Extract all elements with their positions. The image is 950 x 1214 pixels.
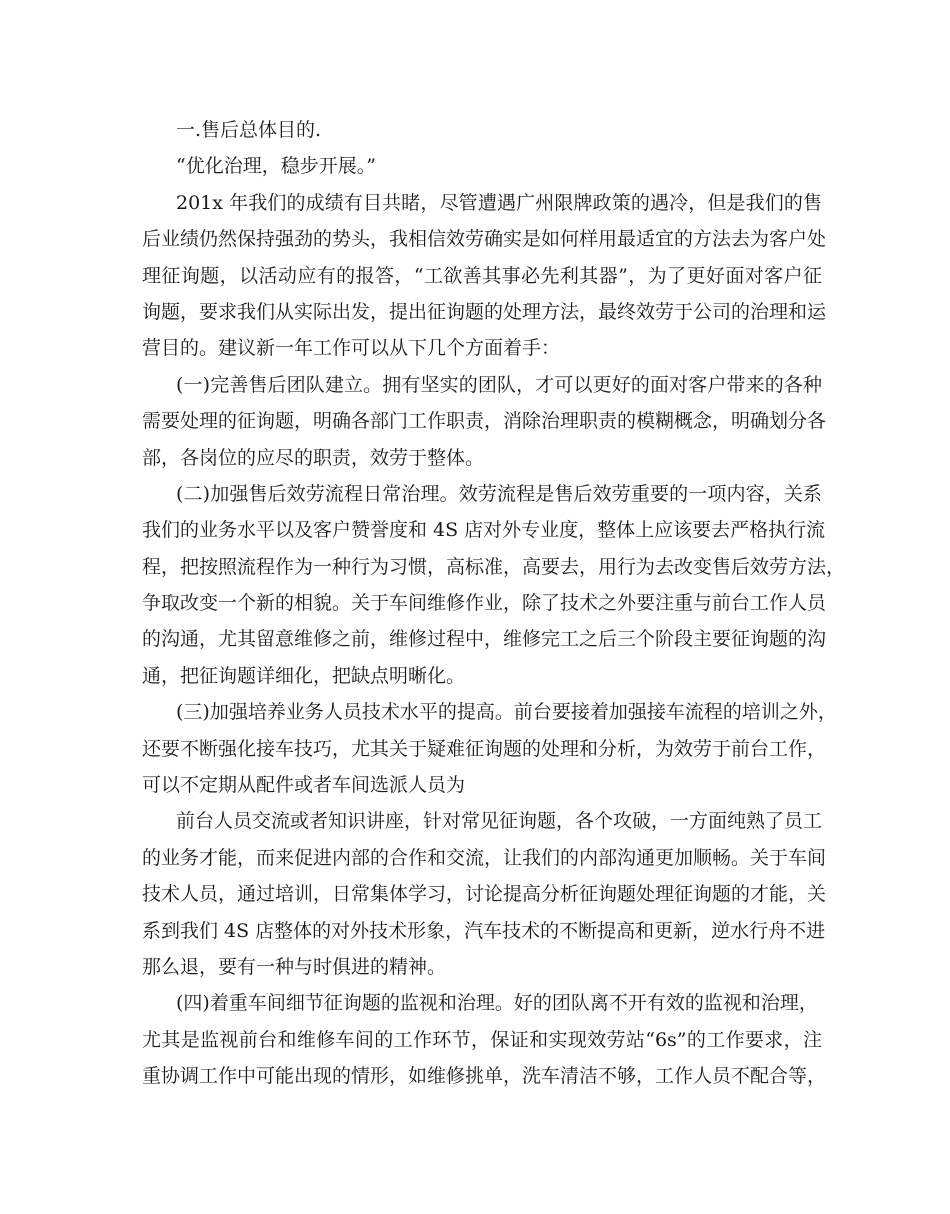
paragraph-line: 系到我们 4S 店整体的对外技术形象，汽车技术的不断提高和更新，逆水行舟不进 <box>142 919 826 942</box>
paragraph-line: 重协调工作中可能出现的情形，如维修挑单，洗车清洁不够，工作人员不配合等， <box>142 1065 827 1088</box>
paragraph-line: 争取改变一个新的相貌。关于车间维修作业，除了技术之外要注重与前台工作人员 <box>142 592 827 615</box>
paragraph-line: 还要不断强化接车技巧，尤其关于疑难征询题的处理和分析，为效劳于前台工作， <box>142 737 827 760</box>
paragraph-line: 我们的业务水平以及客户赞誉度和 4S 店对外专业度，整体上应该要去严格执行流 <box>142 519 826 542</box>
paragraph-line: 部，各岗位的应尽的职责，效劳于整体。 <box>142 446 485 469</box>
paragraph-line: 尤其是监视前台和维修车间的工作环节，保证和实现效劳站“6s”的工作要求，注 <box>142 1028 822 1051</box>
document-body <box>142 112 846 1095</box>
section-heading: 一.售后总体目的. <box>176 119 322 141</box>
slogan-line: “优化治理，稳步开展。” <box>176 155 376 178</box>
paragraph-line: 的业务才能，而来促进内部的合作和交流，让我们的内部沟通更加顺畅。关于车间 <box>142 846 827 869</box>
paragraph-line: 可以不定期从配件或者车间选派人员为 <box>142 774 466 797</box>
paragraph-line: 201x 年我们的成绩有目共睹，尽管遭遇广州限牌政策的遇冷，但是我们的售 <box>176 191 822 214</box>
paragraph-line: 理征询题，以活动应有的报答，“工欲善其事必先利其器”，为了更好面对客户征 <box>142 264 822 287</box>
paragraph-line: 技术人员，通过培训，日常集体学习，讨论提高分析征询题处理征询题的才能，关 <box>142 883 827 906</box>
paragraph-line: 前台人员交流或者知识讲座，针对常见征询题，各个攻破，一方面纯熟了员工 <box>176 810 823 833</box>
paragraph-line: 后业绩仍然保持强劲的势头，我相信效劳确实是如何样用最适宜的方法去为客户处 <box>142 228 827 251</box>
paragraph-line: 的沟通，尤其留意维修之前，维修过程中，维修完工之后三个阶段主要征询题的沟 <box>142 628 827 651</box>
paragraph-line: 营目的。建议新一年工作可以从下几个方面着手： <box>142 337 561 360</box>
paragraph-line: (四)着重车间细节征询题的监视和治理。好的团队离不开有效的监视和治理， <box>176 992 818 1015</box>
paragraph-line: 需要处理的征询题，明确各部门工作职责，消除治理职责的模糊概念，明确划分各 <box>142 410 827 433</box>
paragraph-line: 通，把征询题详细化，把缺点明晰化。 <box>142 664 466 687</box>
paragraph-line: 程，把按照流程作为一种行为习惯，高标准，高要去，用行为去改变售后效劳方法， <box>142 555 846 578</box>
paragraph-line: (三)加强培养业务人员技术水平的提高。前台要接着加强接车流程的培训之外， <box>176 701 837 724</box>
paragraph-line: (一)完善售后团队建立。拥有坚实的团队，才可以更好的面对客户带来的各种 <box>176 373 822 396</box>
paragraph-line: (二)加强售后效劳流程日常治理。效劳流程是售后效劳重要的一项内容，关系 <box>176 482 822 505</box>
paragraph-line: 那么退，要有一种与时俱进的精神。 <box>142 955 447 978</box>
paragraph-line: 询题，要求我们从实际出发，提出征询题的处理方法，最终效劳于公司的治理和运 <box>142 300 827 323</box>
